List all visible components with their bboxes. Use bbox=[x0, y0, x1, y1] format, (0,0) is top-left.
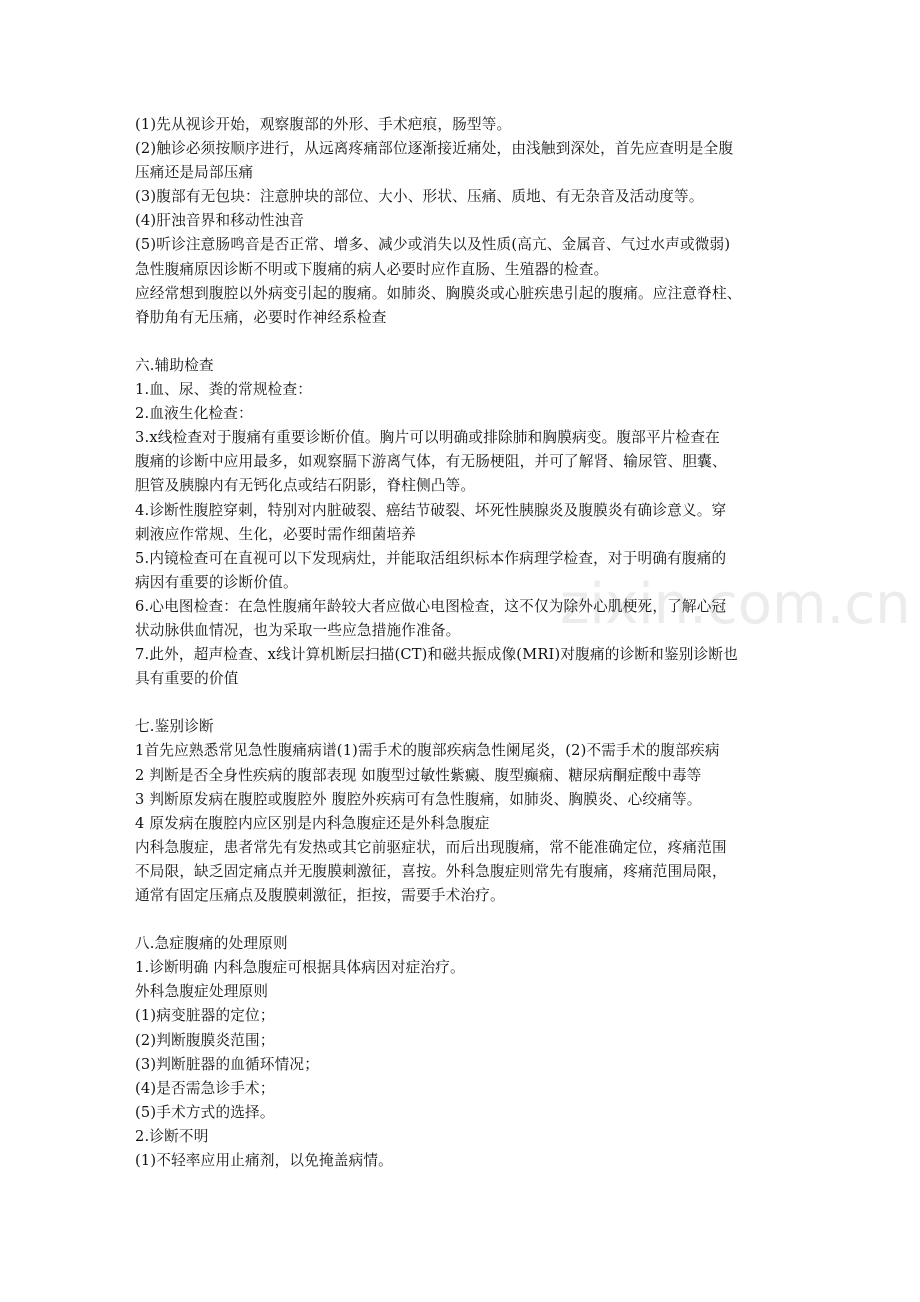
text-line: 2.血液生化检查： bbox=[135, 405, 253, 423]
text-line: 压痛还是局部压痛 bbox=[135, 164, 254, 182]
blank-line bbox=[135, 330, 835, 354]
text-line: 6.心电图检查：在急性腹痛年龄较大者应做心电图检查，这不仅为除外心肌梗死，了解心冠 bbox=[135, 597, 727, 615]
text-line: 3.x线检查对于腹痛有重要诊断价值。胸片可以明确或排除肺和胸膜病变。腹部平片检查在 bbox=[135, 429, 720, 447]
text-line: 六.辅助检查 bbox=[135, 356, 214, 374]
text-line: 4 原发病在腹腔内应区别是内科急腹症还是外科急腹症 bbox=[135, 814, 490, 832]
text-line: 5.内镜检查可在直视可以下发现病灶，并能取活组织标本作病理学检查，对于明确有腹痛的 bbox=[135, 549, 727, 567]
text-line: (2)触诊必须按顺序进行，从远离疼痛部位逐渐接近痛处，由浅触到深处，首先应查明是全腹 bbox=[135, 140, 734, 158]
text-line: 状动脉供血情况，也为采取一些应急措施作准备。 bbox=[135, 621, 461, 639]
text-line: (3)判断脏器的血循环情况； bbox=[135, 1055, 320, 1073]
text-line: (2)判断腹膜炎范围； bbox=[135, 1031, 275, 1049]
text-line: (1)病变脏器的定位； bbox=[135, 1007, 275, 1025]
text-line: 应经常想到腹腔以外病变引起的腹痛。如肺炎、胸膜炎或心脏疾患引起的腹痛。应注意脊柱、 bbox=[135, 284, 742, 302]
text-line: 脊肋角有无压痛，必要时作神经系检查 bbox=[135, 308, 387, 326]
text-line: 1.血、尿、粪的常规检查： bbox=[135, 381, 313, 399]
blank-line bbox=[135, 691, 835, 715]
text-line: (1)不轻率应用止痛剂，以免掩盖病情。 bbox=[135, 1152, 393, 1170]
document-body bbox=[135, 113, 835, 1173]
text-line: 八.急症腹痛的处理原则 bbox=[135, 935, 288, 953]
text-line: 刺液应作常规、生化，必要时需作细菌培养 bbox=[135, 525, 417, 543]
text-line: 腹痛的诊断中应用最多，如观察膈下游离气体，有无肠梗阻，并可了解肾、输尿管、胆囊、 bbox=[135, 453, 727, 471]
text-line: 3 判断原发病在腹腔或腹腔外 腹腔外疾病可有急性腹痛，如肺炎、胸膜炎、心绞痛等。 bbox=[135, 790, 702, 808]
text-line: (3)腹部有无包块：注意肿块的部位、大小、形状、压痛、质地、有无杂音及活动度等。 bbox=[135, 188, 704, 206]
text-line: 不局限，缺乏固定痛点并无腹膜刺激征，喜按。外科急腹症则常先有腹痛，疼痛范围局限， bbox=[135, 862, 727, 880]
blank-line bbox=[135, 908, 835, 932]
text-line: (5)听诊注意肠鸣音是否正常、增多、减少或消失以及性质(高亢、金属音、气过水声或微弱) bbox=[135, 236, 731, 254]
text-line: (4)肝浊音界和移动性浊音 bbox=[135, 212, 305, 230]
text-line: 通常有固定压痛点及腹膜刺激征，拒按，需要手术治疗。 bbox=[135, 887, 505, 904]
text-line: 七.鉴别诊断 bbox=[135, 718, 214, 736]
text-line: 外科急腹症处理原则 bbox=[135, 983, 269, 1001]
text-line: (4)是否需急诊手术； bbox=[135, 1079, 275, 1097]
text-line: 4.诊断性腹腔穿刺，特别对内脏破裂、癌结节破裂、坏死性胰腺炎及腹膜炎有确诊意义。穿 bbox=[135, 501, 727, 519]
text-line: (5)手术方式的选择。 bbox=[135, 1103, 275, 1121]
text-line: (1)先从视诊开始，观察腹部的外形、手术疤痕，肠型等。 bbox=[135, 116, 512, 133]
text-line: 胆管及胰腺内有无钙化点或结石阴影，脊柱侧凸等。 bbox=[135, 477, 476, 495]
watermark: zixin.com.cn bbox=[560, 572, 911, 637]
text-line: 急性腹痛原因诊断不明或下腹痛的病人必要时应作直肠、生殖器的检查。 bbox=[135, 260, 609, 278]
text-line: 2.诊断不明 bbox=[135, 1127, 209, 1145]
text-line: 病因有重要的诊断价值。 bbox=[135, 573, 298, 591]
text-line: 7.此外，超声检查、x线计算机断层扫描(CT)和磁共振成像(MRI)对腹痛的诊断和鉴别诊断也 bbox=[135, 646, 738, 664]
text-line: 具有重要的价值 bbox=[135, 670, 239, 688]
text-line: 1.诊断明确 内科急腹症可根据具体病因对症治疗。 bbox=[135, 959, 465, 977]
text-line: 2 判断是否全身性疾病的腹部表现 如腹型过敏性紫癜、腹型癫痫、糖尿病酮症酸中毒等 bbox=[135, 766, 702, 784]
text-line: 内科急腹症，患者常先有发热或其它前驱症状，而后出现腹痛，常不能准确定位，疼痛范围 bbox=[135, 838, 727, 856]
text-line: 1首先应熟悉常见急性腹痛病谱(1)需手术的腹部疾病急性阑尾炎，(2)不需手术的腹部疾病 bbox=[135, 742, 720, 760]
